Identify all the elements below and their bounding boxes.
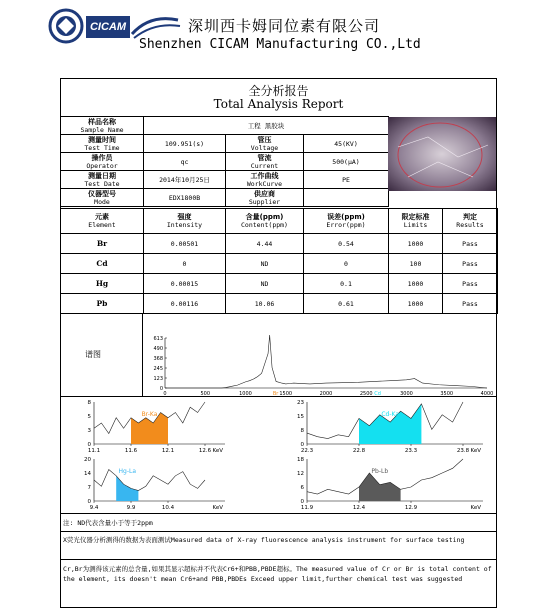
y-tick-label: 15 bbox=[297, 414, 304, 420]
test-time-value: 109.951(s) bbox=[144, 135, 226, 153]
result-cell-error: 0 bbox=[304, 254, 389, 274]
results-header-row bbox=[61, 209, 498, 234]
x-tick-label: 11.9 bbox=[300, 505, 314, 511]
x-tick-label: 2500 bbox=[359, 391, 373, 397]
y-tick-label: 8 bbox=[87, 400, 91, 406]
result-cell-element: Hg bbox=[61, 274, 144, 294]
current-value: 500(μA) bbox=[304, 153, 389, 171]
result-cell-element: Pb bbox=[61, 294, 144, 314]
result-cell-element: Cd bbox=[61, 254, 144, 274]
result-cell-limit: 100 bbox=[389, 254, 443, 274]
result-cell-limit: 1000 bbox=[389, 234, 443, 254]
supplier-label: 供应商 Supplier bbox=[226, 189, 304, 207]
result-cell-content: ND bbox=[226, 274, 304, 294]
result-cell-content: 10.06 bbox=[226, 294, 304, 314]
supplier-value bbox=[304, 189, 389, 207]
sample-info-table bbox=[60, 116, 389, 207]
cd-spectrum-chart bbox=[283, 398, 493, 458]
x-tick-label: 1500 bbox=[279, 391, 293, 397]
sample-photo bbox=[388, 117, 496, 191]
results-header-cell: 误差(ppm) Error(ppm) bbox=[304, 209, 389, 234]
sample-name-value: 工程 黑胶块 bbox=[144, 117, 389, 135]
company-name-cn: 深圳西卡姆同位素有限公司 bbox=[188, 17, 381, 35]
peak-label: Pb-Lb bbox=[371, 468, 389, 475]
result-cell-error: 0.54 bbox=[304, 234, 389, 254]
result-cell-content: ND bbox=[226, 254, 304, 274]
y-tick-label: 7 bbox=[87, 485, 91, 491]
current-label: 管流 Current bbox=[226, 153, 304, 171]
y-tick-label: 0 bbox=[300, 442, 304, 448]
result-cell-element: Br bbox=[61, 234, 144, 254]
y-tick-label: 0 bbox=[159, 386, 163, 392]
marker-cd: Cd bbox=[374, 391, 381, 397]
y-tick-label: 12 bbox=[297, 471, 304, 477]
x-unit-label: KeV bbox=[470, 448, 481, 454]
note-nd: 注: ND代表含量小于等于2ppm bbox=[60, 514, 497, 532]
report-title-en: Total Analysis Report bbox=[213, 97, 344, 111]
y-tick-label: 123 bbox=[153, 376, 163, 382]
y-tick-label: 368 bbox=[153, 356, 163, 362]
y-tick-label: 490 bbox=[153, 346, 163, 352]
result-cell-limit: 1000 bbox=[389, 274, 443, 294]
y-tick-label: 8 bbox=[300, 428, 304, 434]
x-tick-label: 22.8 bbox=[352, 448, 366, 454]
x-tick-label: 12.4 bbox=[352, 505, 366, 511]
peak-area bbox=[359, 404, 421, 444]
result-cell-result: Pass bbox=[443, 234, 498, 254]
spectrum-line bbox=[94, 470, 205, 491]
x-tick-label: 4000 bbox=[480, 391, 494, 397]
peak-label: Cd-Ka bbox=[381, 411, 400, 418]
x-tick-label: 12.9 bbox=[404, 505, 418, 511]
logo-swoosh-icon bbox=[130, 12, 182, 40]
result-cell-error: 0.1 bbox=[304, 274, 389, 294]
y-tick-label: 0 bbox=[87, 442, 91, 448]
result-cell-intensity: 0.00116 bbox=[144, 294, 226, 314]
result-row-cd bbox=[61, 254, 498, 274]
result-row-hg bbox=[61, 274, 498, 294]
x-tick-label: 500 bbox=[200, 391, 211, 397]
x-tick-label: 0 bbox=[163, 391, 167, 397]
y-tick-label: 18 bbox=[297, 457, 304, 463]
x-tick-label: 2000 bbox=[319, 391, 333, 397]
voltage-label: 管压 Voltage bbox=[226, 135, 304, 153]
y-tick-label: 0 bbox=[300, 499, 304, 505]
result-row-br bbox=[61, 234, 498, 254]
model-value: EDX1800B bbox=[144, 189, 226, 207]
spectrum-line bbox=[165, 335, 487, 388]
result-cell-limit: 1000 bbox=[389, 294, 443, 314]
y-tick-label: 0 bbox=[87, 499, 91, 505]
report-title-cn: 全分析报告 bbox=[248, 84, 309, 98]
note-cr-br: Cr,Br为测得该元素的总含量,如果其显示超标并不代表Cr6+和PBB,PBDE超标。The measured value of Cr or Br is total content of the element, its doesn't mean Cr6+and PBB,PBDEs Exceed upper limit,further chemical test was suggested bbox=[60, 560, 497, 608]
company-name-en: Shenzhen CICAM Manufacturing CO.,Ltd bbox=[139, 37, 421, 52]
result-row-pb bbox=[61, 294, 498, 314]
x-unit-label: KeV bbox=[470, 505, 481, 511]
peak-area bbox=[359, 473, 401, 501]
test-date-value: 2014年10月25日 bbox=[144, 171, 226, 189]
results-header-cell: 元素 Element bbox=[61, 209, 144, 234]
x-tick-label: 9.4 bbox=[89, 505, 99, 511]
test-time-label: 测量时间 Test Time bbox=[61, 135, 144, 153]
result-cell-intensity: 0.00501 bbox=[144, 234, 226, 254]
result-cell-intensity: 0 bbox=[144, 254, 226, 274]
result-cell-result: Pass bbox=[443, 294, 498, 314]
results-header-cell: 含量(ppm) Content(ppm) bbox=[226, 209, 304, 234]
x-tick-label: 3500 bbox=[440, 391, 454, 397]
y-tick-label: 23 bbox=[297, 400, 304, 406]
results-header-cell: 限定标准 Limits bbox=[389, 209, 443, 234]
x-tick-label: 11.1 bbox=[87, 448, 101, 454]
x-tick-label: 23.3 bbox=[404, 448, 418, 454]
x-tick-label: 1000 bbox=[239, 391, 252, 397]
peak-label: Hg-La bbox=[118, 468, 137, 475]
result-cell-error: 0.61 bbox=[304, 294, 389, 314]
operator-label: 操作员 Operator bbox=[61, 153, 144, 171]
operator-value: qc bbox=[144, 153, 226, 171]
y-tick-label: 6 bbox=[300, 485, 304, 491]
y-tick-label: 14 bbox=[84, 471, 91, 477]
results-header-cell: 强度 Intensity bbox=[144, 209, 226, 234]
company-seal-logo bbox=[48, 8, 84, 44]
full-spectrum-chart bbox=[143, 330, 495, 398]
y-tick-label: 3 bbox=[87, 428, 91, 434]
x-unit-label: KeV bbox=[212, 505, 223, 511]
workcurve-label: 工作曲线 WorkCurve bbox=[226, 171, 304, 189]
test-date-label: 测量日期 Test Date bbox=[61, 171, 144, 189]
results-header-cell: 判定 Results bbox=[443, 209, 498, 234]
x-tick-label: 23.8 bbox=[456, 448, 470, 454]
pb-spectrum-chart bbox=[283, 455, 493, 515]
x-unit-label: KeV bbox=[212, 448, 223, 454]
y-tick-label: 245 bbox=[153, 366, 163, 372]
y-tick-label: 5 bbox=[87, 414, 91, 420]
result-cell-result: Pass bbox=[443, 254, 498, 274]
result-cell-intensity: 0.00015 bbox=[144, 274, 226, 294]
x-tick-label: 3000 bbox=[400, 391, 413, 397]
voltage-value: 45(KV) bbox=[304, 135, 389, 153]
spectrum-label: 谱图 bbox=[85, 350, 101, 359]
x-tick-label: 10.4 bbox=[161, 505, 175, 511]
y-tick-label: 20 bbox=[84, 457, 91, 463]
x-tick-label: 12.1 bbox=[161, 448, 175, 454]
x-tick-label: 9.9 bbox=[126, 505, 136, 511]
result-cell-content: 4.44 bbox=[226, 234, 304, 254]
model-label: 仪器型号 Mode bbox=[61, 189, 144, 207]
y-tick-label: 613 bbox=[153, 336, 163, 342]
x-tick-label: 22.3 bbox=[300, 448, 314, 454]
cicam-logo: CICAM bbox=[86, 16, 130, 38]
note-surface-test: X荧光仪器分析测得的数据为表面测试Measured data of X-ray fluorescence analysis instrument for surface testing bbox=[60, 532, 497, 560]
peak-label: Br-Ka bbox=[141, 411, 158, 418]
br-spectrum-chart bbox=[70, 398, 235, 458]
sample-name-label: 样品名称 Sample Name bbox=[61, 117, 144, 135]
hg-spectrum-chart bbox=[70, 455, 235, 515]
results-table bbox=[60, 208, 498, 314]
result-cell-result: Pass bbox=[443, 274, 498, 294]
workcurve-value: PE bbox=[304, 171, 389, 189]
x-tick-label: 11.6 bbox=[124, 448, 138, 454]
marker-br: Br bbox=[272, 391, 279, 397]
x-tick-label: 12.6 bbox=[198, 448, 212, 454]
